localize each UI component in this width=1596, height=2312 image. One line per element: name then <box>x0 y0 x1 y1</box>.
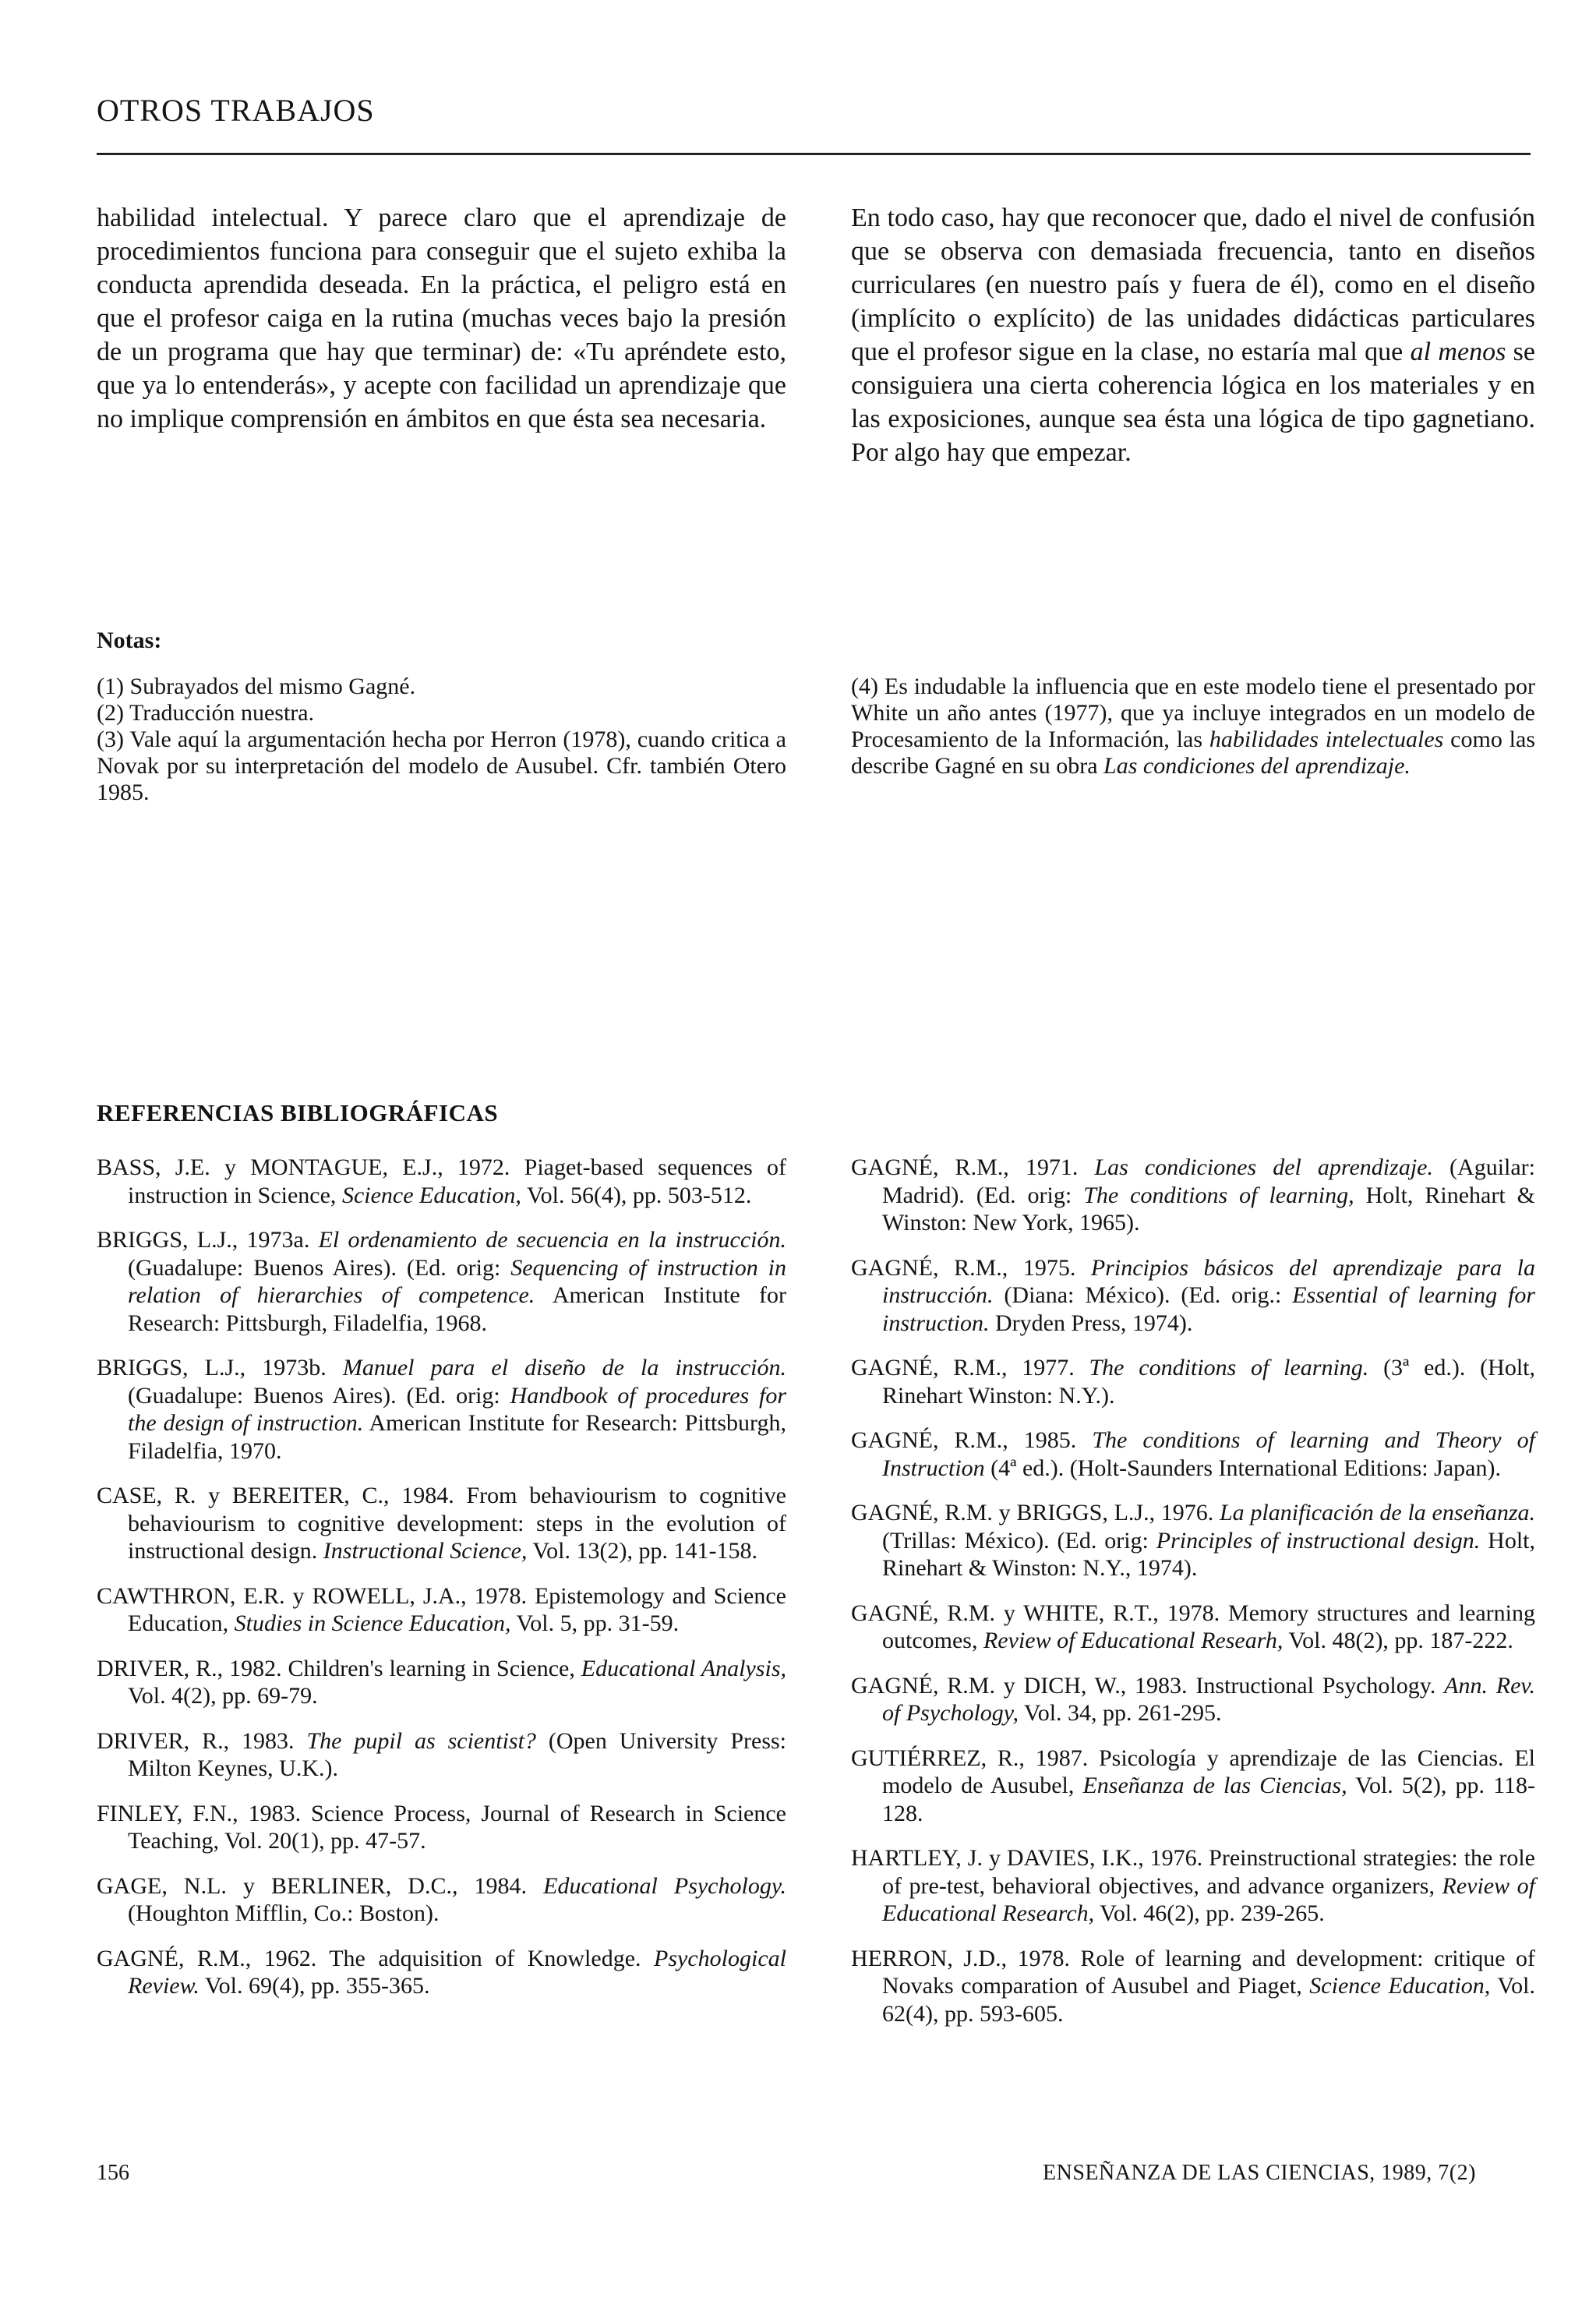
ref-italic: The pupil as scientist? <box>306 1727 536 1754</box>
ref-italic: Psychological Review. <box>128 1945 786 1999</box>
ref-text: Vol. 13(2), pp. 141-158. <box>527 1538 757 1564</box>
ref-text: (Aguilar: Madrid). (Ed. orig: <box>882 1154 1536 1208</box>
references-title: REFERENCIAS BIBLIOGRÁFICAS <box>97 1099 499 1126</box>
ref-italic: Principios básicos del aprendizaje para la instrucción. <box>882 1254 1535 1308</box>
ref-italic: Instructional Science, <box>323 1538 528 1564</box>
reference-item <box>97 1154 786 1209</box>
ref-text: (Guadalupe: Buenos Aires). (Ed. orig: <box>128 1382 510 1409</box>
ref-italic: The conditions of learning and Theory of Instruction <box>882 1427 1535 1481</box>
ref-text: CASE, R. y BEREITER, C., 1984. From behaviourism to cognitive behaviourism to cognitive development: steps in the evolution of instructional design. <box>97 1483 786 1564</box>
ref-text: HERRON, J.D., 1978. Role of learning and development: critique of Novaks comparation of Ausubel and Piaget, <box>851 1945 1535 1999</box>
body-text-segment: se consiguiera una cierta coherencia lógica en los materiales y en las exposiciones, aunque sea ésta una lógica de tipo gagnetiano. Por algo hay que empezar. <box>851 338 1536 467</box>
ref-text: American Institute for Research: Pittsburgh, Filadelfia, 1970. <box>128 1410 786 1464</box>
reference-item <box>851 1672 1535 1727</box>
body-paragraph-left: habilidad intelectual. Y parece claro que el aprendizaje de procedimientos funciona para conseguir que el sujeto exhiba la conducta aprendida deseada. En la práctica, el peligro está en que el profesor caiga en la rutina (muchas veces bajo la presión de un programa que hay que terminar) de: «Tu apréndete esto, que ya lo entenderás», y acepte con facilidad un aprendizaje que no implique comprensión en ámbitos en que ésta sea necesaria. <box>97 203 786 433</box>
ref-text: Vol. 69(4), pp. 355-365. <box>199 1973 430 1999</box>
ref-text: (Diana: México). (Ed. orig.: <box>993 1282 1293 1308</box>
ref-italic: The conditions of learning, <box>1083 1182 1354 1208</box>
note-4 <box>851 673 1535 780</box>
ref-text: Vol. 5, pp. 31-59. <box>510 1610 680 1636</box>
reference-item <box>97 1482 786 1565</box>
ref-text: GAGNÉ, R.M., 1971. <box>851 1154 1095 1180</box>
ref-italic: Studies in Science Education, <box>234 1610 511 1636</box>
note-italic: habilidades intelectuales <box>1209 726 1444 752</box>
reference-item <box>97 1226 786 1337</box>
ref-text: Dryden Press, 1974). <box>989 1310 1193 1336</box>
ref-italic: Educational Psychology. <box>543 1872 786 1899</box>
ref-text: Holt, Rinehart & Winston: N.Y., 1974). <box>882 1527 1535 1581</box>
ref-italic: Essential of learning for instruction. <box>882 1282 1536 1336</box>
running-header: OTROS TRABAJOS <box>97 93 375 128</box>
reference-item <box>851 1945 1535 2028</box>
ref-text: GUTIÉRREZ, R., 1987. Psicología y aprendizaje de las Ciencias. El modelo de Ausubel, <box>851 1745 1535 1798</box>
ref-italic: Principles of instructional design. <box>1156 1527 1481 1554</box>
note-text: como las describe Gagné en su obra <box>851 726 1535 779</box>
ref-text: American Institute for Research: Pittsburgh, Filadelfia, 1968. <box>128 1282 787 1336</box>
body-emphasis: al menos <box>1410 338 1506 366</box>
ref-text: DRIVER, R., 1983. <box>97 1727 307 1754</box>
ref-text: HARTLEY, J. y DAVIES, I.K., 1976. Preinstructional strategies: the role of pre-test, behavioral objectives, and advance organizers, <box>851 1845 1535 1899</box>
ref-italic: Review of Educational Researh, <box>983 1628 1284 1653</box>
ref-italic: La planificación de la enseñanza. <box>1220 1500 1535 1525</box>
body-text-segment: En todo caso, hay que reconocer que, dado el nivel de confusión que se observa con demasiada frecuencia, tanto en diseños curriculares (en nuestro país y fuera de él), como en el diseño (implícito o explícito) de las unidades didácticas particulares que el profesor sigue en la clase, no estaría mal que <box>851 203 1535 366</box>
ref-italic: Enseñanza de las Ciencias, <box>1082 1773 1347 1798</box>
ref-text: GAGNÉ, R.M., 1975. <box>851 1254 1091 1281</box>
reference-item <box>851 1354 1535 1409</box>
reference-item <box>97 1945 786 2000</box>
note-1: (1) Subrayados del mismo Gagné. <box>97 673 416 699</box>
ref-text: DRIVER, R., 1982. Children's learning in Science, <box>97 1655 581 1681</box>
ref-text: GAGNÉ, R.M. y WHITE, R.T., 1978. Memory structures and learning outcomes, <box>851 1600 1535 1653</box>
ref-text: BRIGGS, L.J., 1973a. <box>97 1227 319 1253</box>
ref-italic: Sequencing of instruction in relation of hierarchies of competence. <box>128 1254 786 1308</box>
ref-text: Vol. 5(2), pp. 118-128. <box>882 1773 1535 1826</box>
ref-text: GAGNÉ, R.M., 1977. <box>851 1355 1089 1380</box>
ref-italic: Las condiciones del aprendizaje. <box>1094 1154 1433 1180</box>
reference-item <box>851 1844 1535 1928</box>
reference-item <box>851 1600 1535 1655</box>
ref-text: (Guadalupe: Buenos Aires). (Ed. orig: <box>128 1254 511 1281</box>
ref-text: GAGNÉ, R.M. y BRIGGS, L.J., 1976. <box>851 1500 1220 1525</box>
body-left-column <box>97 201 786 436</box>
ref-text: (4ª ed.). (Holt-Saunders International Editions: Japan). <box>984 1455 1501 1481</box>
references-right-column <box>851 1154 1535 2045</box>
body-paragraph-right <box>851 201 1535 469</box>
ref-text: BASS, J.E. y MONTAGUE, E.J., 1972. Piaget-based sequences of instruction in Science, <box>97 1154 786 1208</box>
ref-text: GAGNÉ, R.M. y DICH, W., 1983. Instructional Psychology. <box>851 1672 1445 1699</box>
ref-text: Vol. 46(2), pp. 239-265. <box>1094 1900 1325 1926</box>
ref-italic: Science Education, <box>341 1182 521 1208</box>
reference-item <box>97 1800 786 1855</box>
reference-item <box>97 1354 786 1465</box>
notes-title: Notas: <box>97 627 162 653</box>
reference-item <box>851 1254 1535 1338</box>
reference-item <box>851 1745 1535 1828</box>
references-left-column <box>97 1154 786 2017</box>
ref-text: (Open University Press: Milton Keynes, U.K.). <box>128 1727 786 1781</box>
ref-text: (3ª ed.). (Holt, Rinehart Winston: N.Y.). <box>882 1355 1536 1409</box>
ref-italic: Review of Educational Research, <box>882 1872 1535 1926</box>
ref-italic: Manuel para el diseño de la instrucción. <box>342 1355 786 1380</box>
ref-text: GAGE, N.L. y BERLINER, D.C., 1984. <box>97 1872 544 1899</box>
ref-italic: Ann. Rev. of Psychology, <box>882 1672 1535 1726</box>
reference-item <box>851 1154 1535 1237</box>
ref-text: Vol. 4(2), pp. 69-79. <box>128 1683 318 1709</box>
ref-italic: Educational Analysis, <box>581 1655 786 1681</box>
notes-left-column <box>97 673 786 806</box>
ref-text: Vol. 56(4), pp. 503-512. <box>521 1182 752 1208</box>
reference-item <box>97 1872 786 1928</box>
ref-italic: El ordenamiento de secuencia en la instrucción. <box>318 1227 786 1253</box>
ref-italic: Science Education, <box>1309 1973 1491 1999</box>
reference-item <box>97 1655 786 1710</box>
reference-item <box>97 1582 786 1638</box>
journal-footer: ENSEÑANZA DE LAS CIENCIAS, 1989, 7(2) <box>1043 2161 1476 2185</box>
ref-text: FINLEY, F.N., 1983. Science Process, Journal of Research in Science Teaching, Vol. 20(1), pp. 47-57. <box>97 1800 786 1854</box>
ref-text: Vol. 62(4), pp. 593-605. <box>882 1973 1535 2027</box>
reference-item <box>851 1426 1535 1482</box>
ref-text: GAGNÉ, R.M., 1962. The adquisition of Knowledge. <box>97 1945 655 1971</box>
notes-right-column <box>851 673 1535 780</box>
ref-text: Vol. 34, pp. 261-295. <box>1018 1700 1222 1726</box>
header-rule <box>97 153 1531 155</box>
ref-italic: Handbook of procedures for the design of instruction. <box>128 1382 787 1436</box>
ref-text: GAGNÉ, R.M., 1985. <box>851 1427 1093 1453</box>
ref-text: (Houghton Mifflin, Co.: Boston). <box>128 1900 440 1926</box>
ref-italic: The conditions of learning. <box>1089 1355 1369 1380</box>
ref-text: Vol. 48(2), pp. 187-222. <box>1283 1628 1513 1653</box>
body-right-column <box>851 201 1535 469</box>
reference-item <box>851 1499 1535 1582</box>
ref-text: CAWTHRON, E.R. y ROWELL, J.A., 1978. Epistemology and Science Education, <box>97 1582 786 1636</box>
note-italic: Las condiciones del aprendizaje. <box>1103 753 1411 779</box>
note-text: (4) Es indudable la influencia que en este modelo tiene el presentado por White un año antes (1977), que ya incluye integrados en un modelo de Procesamiento de la Información, las <box>851 673 1535 752</box>
note-2: (2) Traducción nuestra. <box>97 700 315 726</box>
ref-text: (Trillas: México). (Ed. orig: <box>882 1527 1156 1554</box>
ref-text: BRIGGS, L.J., 1973b. <box>97 1355 343 1380</box>
ref-text: Holt, Rinehart & Winston: New York, 1965). <box>882 1182 1535 1236</box>
note-3: (3) Vale aquí la argumentación hecha por Herron (1978), cuando critica a Novak por su interpretación del modelo de Ausubel. Cfr. también Otero 1985. <box>97 726 786 805</box>
page-number: 156 <box>97 2161 129 2185</box>
reference-item <box>97 1727 786 1783</box>
